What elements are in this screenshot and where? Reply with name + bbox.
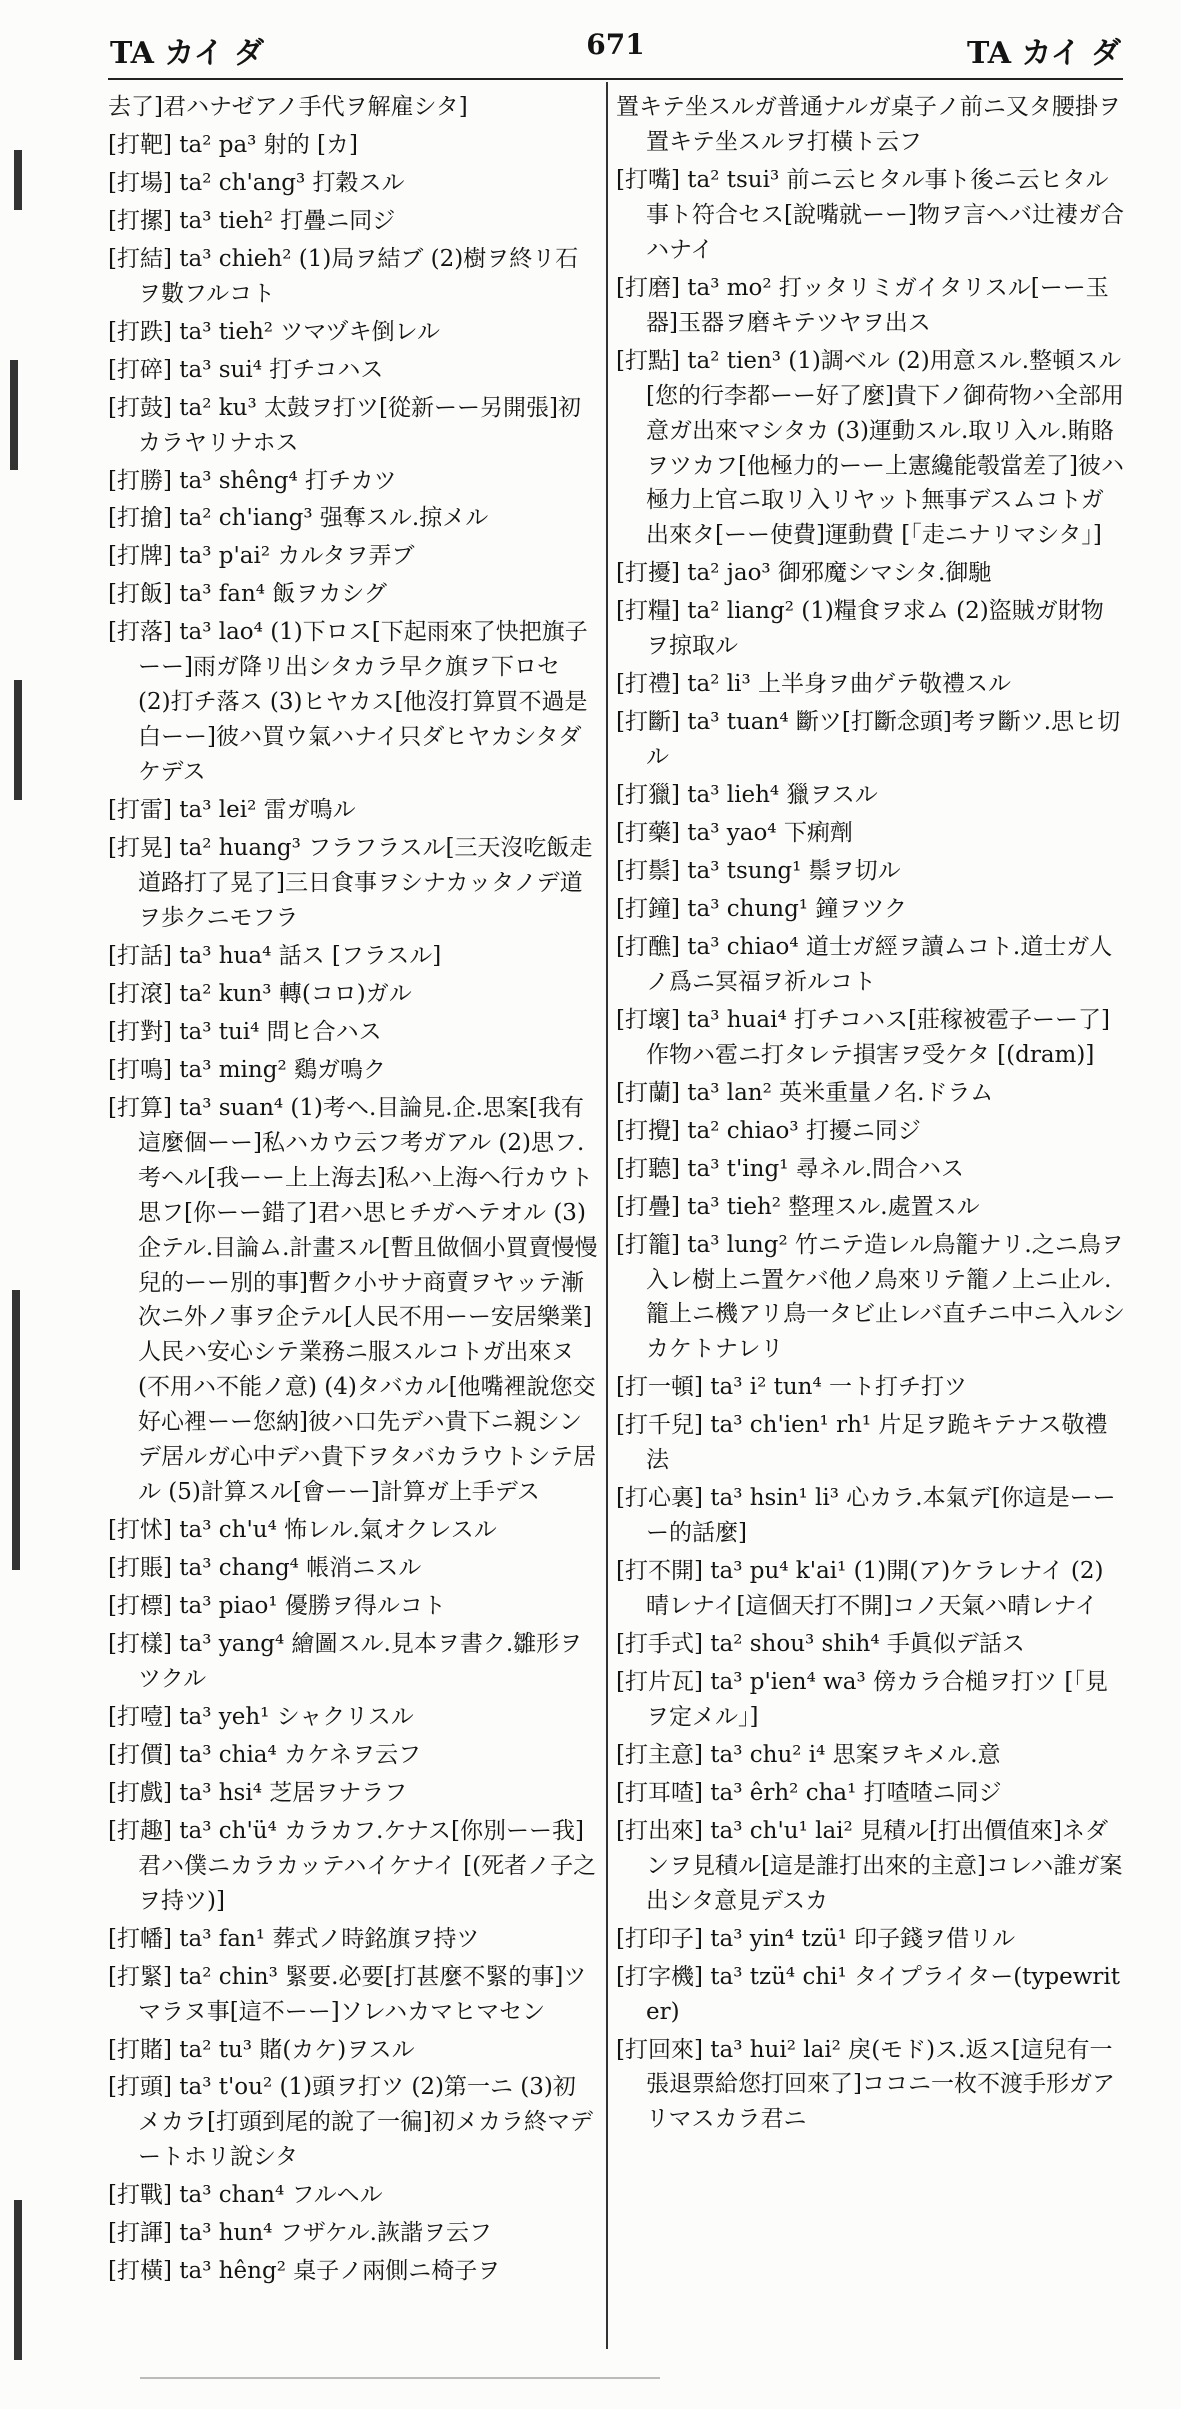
page-number: 671 [586, 28, 645, 61]
dictionary-entry: [打趣] ta³ ch'ü⁴ カラカフ.ケナス[你別ーー我]君ハ僕ニカラカッテハイケナイ [(死者ノ子之ヲ持ツ)] [108, 1817, 597, 1914]
dictionary-entry: [打攪] ta² chiao³ 打擾ニ同ジ [616, 1117, 921, 1144]
dictionary-entry: [打晃] ta² huang³ フラフラスル[三天沒吃飯走道路打了晃了]三日食事ヲシナカッタノデ道ヲ歩クニモフラ [108, 835, 593, 931]
dictionary-entry: [打耳喳] ta³ êrh² cha¹ 打喳喳ニ同ジ [616, 1779, 1002, 1806]
dictionary-entry: [打頭] ta³ t'ou² (1)頭ヲ打ツ (2)第一ニ (3)初メカラ[打頭到尾的說了一徧]初メカラ終マデートホリ說シタ [108, 2074, 593, 2171]
dictionary-entry: [打點] ta² tien³ (1)調ベル (2)用意スル.整頓スル[您的行李都ーー好了麼]貴下ノ御荷物ハ全部用意ガ出來マシタカ (3)運動スル.取リ入ル.賄賂ヲツカフ[他極力的ーー上憲纔能彀當差了]彼ハ極力上官ニ取リ入リヤット無事デスムコトガ出來タ[ーー使費]運動費 [「走ニナリマシタ」] [616, 347, 1124, 549]
dictionary-entry: [打話] ta³ hua⁴ 話ス [フラスル] [108, 942, 442, 969]
margin-mark [14, 680, 22, 800]
dictionary-entry: [打滾] ta² kun³ 轉(コロ)ガル [108, 980, 412, 1007]
right-column [616, 90, 1126, 2349]
dictionary-entry: [打噎] ta³ yeh¹ シャクリスル [108, 1703, 414, 1730]
dictionary-entry: [打牌] ta³ p'ai² カルタヲ弄ブ [108, 543, 415, 570]
dictionary-entry: [打手式] ta² shou³ shih⁴ 手眞似デ話ス [616, 1631, 1025, 1658]
dictionary-entry: [打壞] ta³ huai⁴ 打チコハス[莊稼被雹子ーー了]作物ハ雹ニ打タレテ損害ヲ受ケタ [(dram)] [616, 1006, 1110, 1068]
dictionary-entry: [打戲] ta³ hsi⁴ 芝居ヲナラフ [108, 1779, 408, 1806]
dictionary-entry: [打醮] ta³ chiao⁴ 道士ガ經ヲ讀ムコト.道士ガ人ノ爲ニ冥福ヲ祈ルコト [616, 933, 1113, 995]
page-header [110, 28, 1121, 76]
dictionary-entry: [打緊] ta² chin³ 緊要.必要[打甚麼不緊的事]ツマラヌ事[這不ーー]ソレハカマヒマセン [108, 1963, 587, 2025]
dictionary-entry: [打不開] ta³ pu⁴ k'ai¹ (1)開(ア)ケラレナイ (2)晴レナイ[這個天打不開]コノ天氣ハ晴レナイ [616, 1558, 1104, 1620]
dictionary-entry: [打斷] ta³ tuan⁴ 斷ツ[打斷念頭]考ヲ斷ツ.思ヒ切ル [616, 709, 1121, 771]
dictionary-entry: [打籠] ta³ lung² 竹ニテ造レル鳥籠ナリ.之ニ鳥ヲ入レ樹上ニ置ケバ他ノ鳥來リテ籠ノ上ニ止ル.籠上ニ機アリ鳥一タビ止レバ直チニ中ニ入ルシカケトナレリ [616, 1231, 1125, 1363]
dictionary-entry: [打聽] ta³ t'ing¹ 尋ネル.問合ハス [616, 1155, 965, 1182]
dictionary-entry: [打印子] ta³ yin⁴ tzü¹ 印子錢ヲ借リル [616, 1925, 1016, 1952]
dictionary-entry: [打對] ta³ tui⁴ 問ヒ合ハス [108, 1018, 382, 1045]
margin-mark [14, 2200, 22, 2360]
dictionary-entry: [打片瓦] ta³ p'ien⁴ wa³ 傍カラ合槌ヲ打ツ [「見ヲ定メル」] [616, 1668, 1108, 1730]
dictionary-entry: [打主意] ta³ chu² i⁴ 思案ヲキメル.意 [616, 1741, 1001, 1768]
dictionary-entry: [打字機] ta³ tzü⁴ chi¹ タイプライター(typewriter) [616, 1963, 1121, 2025]
margin-mark [12, 1290, 20, 1570]
dictionary-entry: [打蘭] ta³ lan² 英米重量ノ名.ドラム [616, 1079, 994, 1106]
dictionary-entry: [打擾] ta² jao³ 御邪魔シマシタ.御馳 [616, 560, 992, 587]
dictionary-entry: [打標] ta³ piao¹ 優勝ヲ得ルコト [108, 1593, 446, 1620]
dictionary-entry: [打場] ta² ch'ang³ 打穀スル [108, 169, 405, 196]
dictionary-entry: [打落] ta³ lao⁴ (1)下ロス[下起雨來了快把旗子ーー]雨ガ降リ出シタカラ早ク旗ヲ下ロセ (2)打チ落ス (3)ヒヤカス[他沒打算買不過是白ーー]彼ハ買ウ氣ハナイ只ダヒヤカシタダケデス [108, 619, 588, 786]
dictionary-entry: [打勝] ta³ shêng⁴ 打チカツ [108, 467, 397, 494]
dictionary-entry: [打戰] ta³ chan⁴ フルヘル [108, 2182, 383, 2209]
header-left: TA カイ ダ [110, 36, 264, 71]
dictionary-entry: [打千兒] ta³ ch'ien¹ rh¹ 片足ヲ跪キテナス敬禮法 [616, 1412, 1108, 1474]
dictionary-entry: [打鼓] ta² ku³ 太鼓ヲ打ツ[從新ーー另開張]初カラヤリナホス [108, 394, 581, 456]
dictionary-entry: [打靶] ta² pa³ 射的 [カ] [108, 131, 358, 158]
dictionary-entry: [打諢] ta³ hun⁴ フザケル.詼諧ヲ云フ [108, 2220, 492, 2247]
dictionary-entry: [打一頓] ta³ i² tun⁴ 一ト打チ打ツ [616, 1374, 968, 1401]
footer-rule [140, 2377, 660, 2379]
dictionary-entry: [打賬] ta³ chang⁴ 帳消ニスル [108, 1555, 422, 1582]
column-divider [606, 82, 608, 2349]
dictionary-entry: [打出來] ta³ ch'u¹ lai² 見積ル[打出價值來]ネダンヲ見積ル[這是誰打出來的主意]コレハ誰ガ案出シタ意見デスカ [616, 1817, 1123, 1914]
left-column [108, 90, 598, 2349]
dictionary-entry: [打樣] ta³ yang⁴ 繪圖スル.見本ヲ書ク.雛形ヲツクル [108, 1631, 583, 1692]
header-rule [108, 78, 1123, 80]
dictionary-entry: [打藥] ta³ yao⁴ 下痢劑 [616, 820, 853, 847]
dictionary-entry: [打回來] ta³ hui² lai² 戾(モド)ス.返ス[這兒有一張退票給您打回來了]ココニ一枚不渡手形ガアリマスカラ君ニ [616, 2036, 1115, 2133]
dictionary-entry: [打心裏] ta³ hsin¹ li³ 心カラ.本氣デ[你這是ーーー的話麼] [616, 1485, 1116, 1547]
dictionary-entry: [打鬃] ta³ tsung¹ 鬃ヲ切ル [616, 858, 901, 885]
dictionary-entry: [打算] ta³ suan⁴ (1)考ヘ.目論見.企.思案[我有這麼個ーー]私ハカウ云フ考ガアル (2)思フ.考ヘル[我ーー上上海去]私ハ上海ヘ行カウト思フ[你ーー錯了]君ハ思ヒチガヘテオル (3)企テル.目論ム.計畫スル[暫且做個小買賣慢慢兒的ーー別的事]暫ク小サナ商賣ヲヤッテ漸次ニ外ノ事ヲ企テル[人民不用ーー安居樂業]人民ハ安心シテ業務ニ服スルコトガ出來ヌ(不用ハ不能ノ意) (4)タバカル[他嘴裡說您交好心裡ーー您納]彼ハ口先デハ貴下ニ親シンデ居ルガ心中デハ貴下ヲタバカラウトシテ居ル (5)計算スル[會ーー]計算ガ上手デス [108, 1094, 598, 1506]
dictionary-entry: [打價] ta³ chia⁴ カケネヲ云フ [108, 1741, 422, 1768]
dictionary-entry: [打搶] ta² ch'iang³ 强奪スル.掠メル [108, 505, 489, 532]
dictionary-entry: [打幡] ta³ fan¹ 葬式ノ時銘旗ヲ持ツ [108, 1925, 480, 1952]
dictionary-entry: [打鐘] ta³ chung¹ 鐘ヲツク [616, 895, 908, 922]
dictionary-entry: [打疊] ta³ tieh² 整理スル.處置スル [616, 1193, 980, 1220]
dictionary-entry: [打獵] ta³ lieh⁴ 獵ヲスル [616, 782, 878, 809]
dictionary-entry: 去了]君ハナゼアノ手代ヲ解雇シタ] [108, 94, 468, 120]
dictionary-entry: [打碎] ta³ sui⁴ 打チコハス [108, 356, 384, 383]
dictionary-entry: [打飯] ta³ fan⁴ 飯ヲカシグ [108, 581, 387, 608]
margin-mark [10, 360, 18, 470]
header-right: TA カイ ダ [967, 36, 1121, 71]
dictionary-entry: [打摞] ta³ tieh² 打疊ニ同ジ [108, 207, 396, 234]
dictionary-entry: [打雷] ta³ lei² 雷ガ鳴ル [108, 797, 356, 824]
margin-mark [14, 150, 22, 210]
dictionary-entry: [打賭] ta² tu³ 賭(カケ)ヲスル [108, 2036, 415, 2063]
dictionary-entry: [打橫] ta³ hêng² 桌子ノ兩側ニ椅子ヲ [108, 2258, 501, 2285]
dictionary-entry: [打嘴] ta² tsui³ 前ニ云ヒタル事ト後ニ云ヒタル事ト符合セス[說嘴就ーー]物ヲ言ヘバ辻褄ガ合ハナイ [616, 166, 1124, 263]
dictionary-entry: [打怵] ta³ ch'u⁴ 怖レル.氣オクレスル [108, 1517, 497, 1544]
dictionary-entry: [打糧] ta² liang² (1)糧食ヲ求ム (2)盜賊ガ財物ヲ掠取ル [616, 598, 1104, 660]
dictionary-entry: [打磨] ta³ mo² 打ッタリミガイタリスル[ーー玉器]玉器ヲ磨キテツヤヲ出ス [616, 274, 1109, 336]
dictionary-entry: [打跌] ta³ tieh² ツマヅキ倒レル [108, 318, 441, 345]
dictionary-entry: [打鳴] ta³ ming² 鷄ガ鳴ク [108, 1056, 386, 1083]
dictionary-entry: 置キテ坐スルガ普通ナルガ桌子ノ前ニ又タ腰掛ヲ置キテ坐スルヲ打橫ト云フ [616, 94, 1121, 155]
dictionary-entry: [打禮] ta² li³ 上半身ヲ曲ゲテ敬禮スル [616, 671, 1011, 698]
dictionary-entry: [打結] ta³ chieh² (1)局ヲ結ブ (2)樹ヲ終リ石ヲ數フルコト [108, 245, 579, 307]
